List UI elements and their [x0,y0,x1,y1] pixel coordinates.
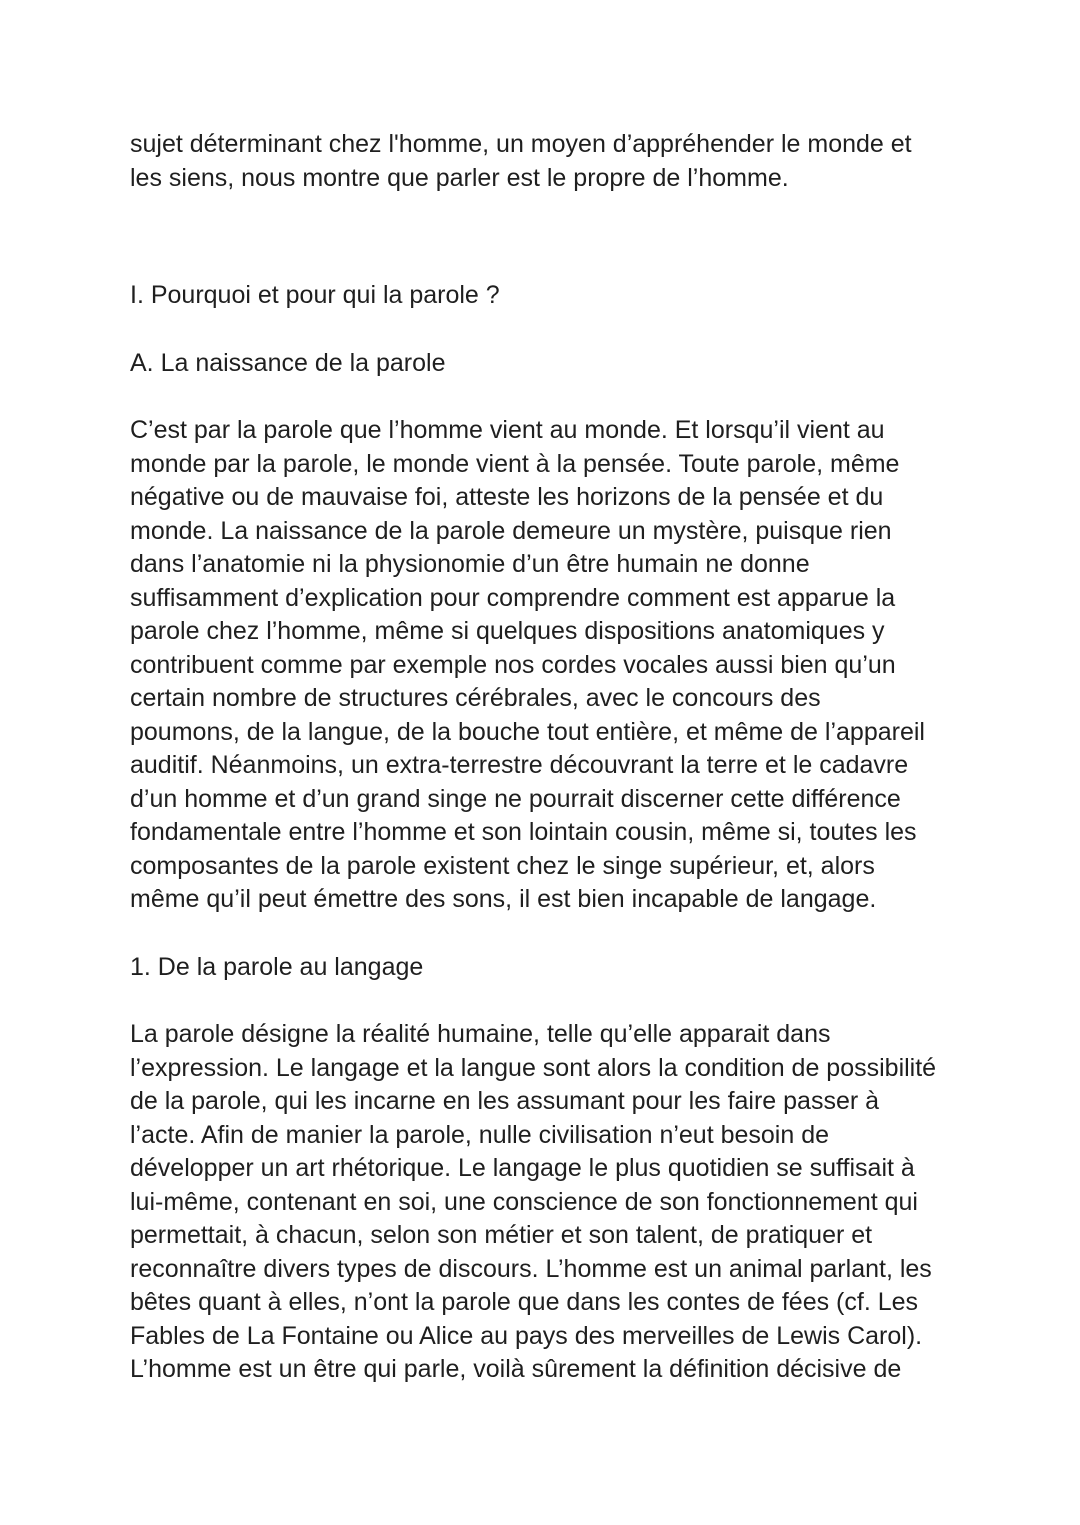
section-heading: I. Pourquoi et pour qui la parole ? [130,281,500,309]
intro-paragraph: sujet déterminant chez l'homme, un moyen d’appréhender le monde et les siens, nous montre que parler est le propre de l’homme. [130,130,912,192]
subsection-heading: A. La naissance de la parole [130,348,446,377]
point-heading: 1. De la parole au langage [130,952,424,981]
body-paragraph-langage: La parole désigne la réalité humaine, telle qu’elle apparait dans l’expression. Le langage et la langue sont alors la condition de possibilité de la parole, qui les incarne en les assumant pour les faire passer à l’acte. Afin de manier la parole, nulle civilisation n’eut besoin de développer un art rhétorique. Le langage le plus quotidien se suffisait à lui-même, contenant en soi, une conscience de son fonctionnement qui permettait, à chacun, selon son métier et son talent, de pratiquer et reconnaître divers types de discours. L’homme est un animal parlant, les bêtes quant à elles, n’ont la parole que dans les contes de fées (cf. Les Fables de La Fontaine ou Alice au pays des merveilles de Lewis Carol). L’homme est un être qui parle, voilà sûrement la définition décisive de [130,1020,937,1383]
body-paragraph-naissance: C’est par la parole que l’homme vient au monde. Et lorsqu’il vient au monde par la parole, le monde vient à la pensée. Toute parole, même négative ou de mauvaise foi, atteste les horizons de la pensée et du monde. La naissance de la parole demeure un mystère, puisque rien dans l’anatomie ni la physionomie d’un être humain ne donne suffisamment d’explication pour comprendre comment est apparue la parole chez l’homme, même si quelques dispositions anatomiques y contribuent comme par exemple nos cordes vocales aussi bien qu’un certain nombre de structures cérébrales, avec le concours des poumons, de la langue, de la bouche tout entière, et même de l’appareil auditif. Néanmoins, un extra-terrestre découvrant la terre et le cadavre d’un homme et d’un grand singe ne pourrait discerner cette différence fondamentale entre l’homme et son lointain cousin, même si, toutes les composantes de la parole existent chez le singe supérieur, et, alors même qu’il peut émettre des sons, il est bien incapable de langage. [130,416,925,913]
document-page [130,128,970,1387]
